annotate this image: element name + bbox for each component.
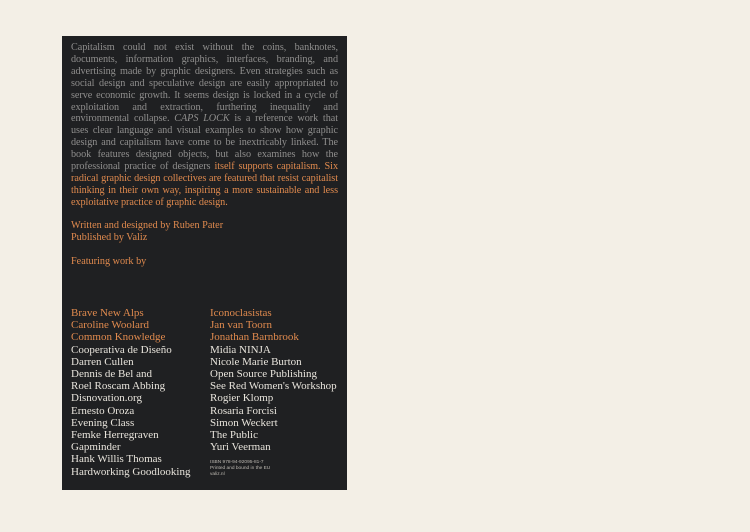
featured-name: Darren Cullen — [71, 355, 134, 368]
featured-name: Rogier Klomp — [210, 392, 274, 405]
featured-names — [71, 307, 343, 478]
featured-name: Midia NINJA — [210, 343, 271, 356]
featured-name: Hank Willis Thomas — [71, 453, 162, 466]
featured-name: Common Knowledge — [71, 331, 166, 344]
blurb-book-title: CAPS LOCK — [174, 113, 230, 125]
featured-name: Simon Weckert — [210, 416, 278, 429]
featured-name: Dennis de Bel and — [71, 368, 152, 381]
fineprint — [210, 460, 337, 478]
featured-name: Jan van Toorn — [210, 319, 272, 332]
featured-name: Roel Roscam Abbing — [71, 380, 166, 393]
credits — [71, 220, 338, 244]
blurb-gray-text-cont: is a reference work that uses clear language and visual examples to show how graphic design and capitalism have come to be inextricably linked. The book features designed objects, but also examines how the professional practice of designers — [71, 113, 338, 173]
publisher-credit: Published by Valiz — [71, 231, 148, 243]
featured-name: Evening Class — [71, 416, 135, 429]
featured-name: The Public — [210, 429, 258, 442]
featured-name: Open Source Publishing — [210, 368, 317, 381]
featured-names-left-column — [71, 307, 210, 478]
publisher-website: valiz.nl — [210, 472, 225, 478]
blurb-highlight-text: itself supports capitalism. Six radical graphic design collectives are featured that resist capitalist thinking in their own way, inspiring a more sustainable and less exploitative practice of graphic design. — [71, 161, 338, 208]
featured-name: Femke Herregraven — [71, 429, 159, 442]
featured-name: Gapminder — [71, 441, 121, 454]
blurb-gray-text: Capitalism could not exist without the coins, banknotes, documents, information graphics, interfaces, branding, and advertising made by graphic designers. Even strategies such as social design and speculative design are easily appropriated to serve economic growth. It seems design is locked in a cycle of exploitation and extraction, furthering inequality and environmental collapse. — [71, 42, 338, 125]
featured-name: See Red Women's Workshop — [210, 380, 337, 393]
book-back-cover — [62, 36, 347, 490]
featured-name: Yuri Veerman — [210, 441, 271, 454]
featured-name: Cooperativa de Diseño — [71, 343, 172, 356]
featured-name: Disnovation.org — [71, 392, 142, 405]
featured-name: Ernesto Oroza — [71, 404, 135, 417]
featured-name: Rosaria Forcisi — [210, 404, 277, 417]
featured-names-right-column — [210, 307, 337, 478]
blurb-paragraph — [71, 42, 338, 209]
printed-note: Printed and bound in the EU — [210, 466, 271, 472]
featuring-heading: Featuring work by — [71, 255, 147, 267]
featured-name: Jonathan Barnbrook — [210, 331, 299, 344]
author-credit: Written and designed by Ruben Pater — [71, 219, 224, 231]
featured-name: Caroline Woolard — [71, 319, 150, 332]
featured-name: Hardworking Goodlooking — [71, 465, 191, 478]
featured-name: Nicole Marie Burton — [210, 355, 302, 368]
featured-name: Iconoclasistas — [210, 307, 272, 319]
featured-name: Brave New Alps — [71, 307, 144, 319]
isbn: ISBN 978-94-92095-81-7 — [210, 460, 264, 466]
